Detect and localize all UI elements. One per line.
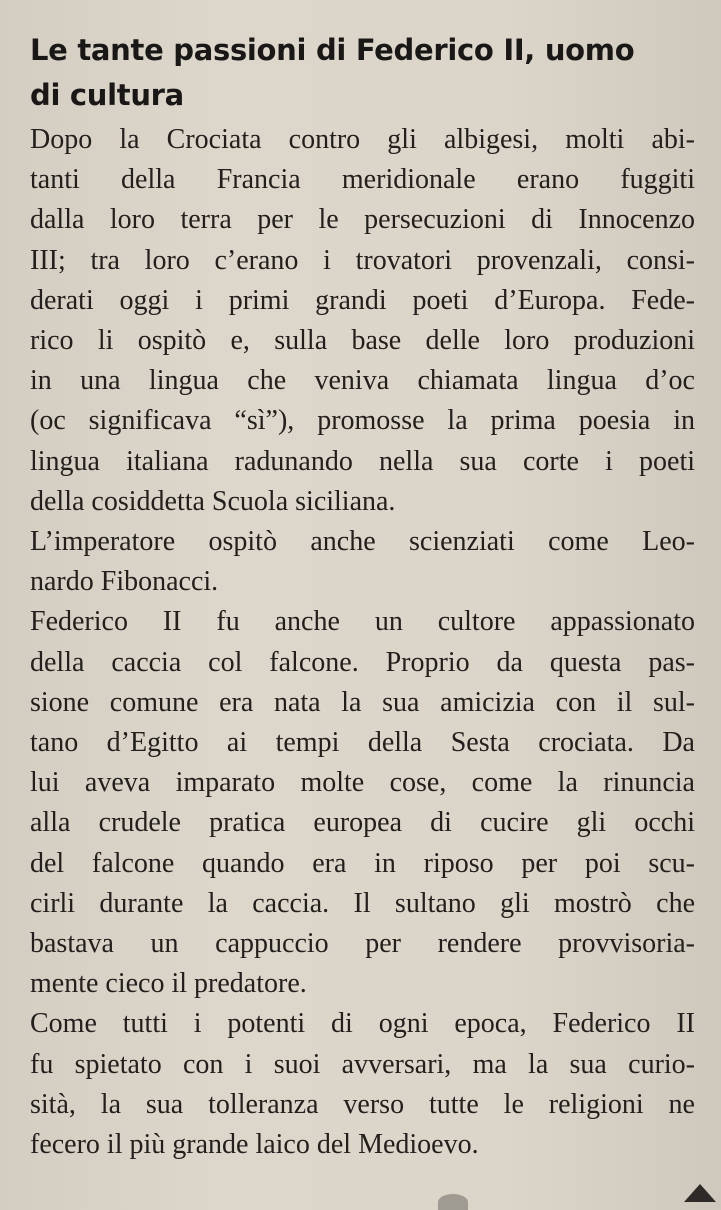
paragraph-4 [30,1004,695,1165]
text-line: tano d’Egitto ai tempi della Sesta crociata. Da [30,727,695,759]
text-line: dalla loro terra per le persecuzioni di Innocenzo [30,204,695,236]
page-edge-smudge [438,1194,468,1210]
text-line: Dopo la Crociata contro gli albigesi, molti abi- [30,124,695,155]
text-line: in una lingua che veniva chiamata lingua d’oc [30,365,695,397]
paragraph-2 [30,522,695,602]
text-line: Come tutti i potenti di ogni epoca, Federico II [30,1008,695,1040]
text-line: Federico II fu anche un cultore appassionato [30,606,695,638]
text-line: della cosiddetta Scuola siciliana. [30,485,396,517]
triangle-marker-icon [684,1184,716,1202]
text-line: mente cieco il predatore. [30,968,307,1000]
paragraph-1 [30,120,695,522]
text-line: alla crudele pratica europea di cucire gli occhi [30,807,695,839]
section-title [30,28,695,118]
text-line: derati oggi i primi grandi poeti d’Europa. Fede- [30,284,695,316]
text-line: lui aveva imparato molte cose, come la rinuncia [30,767,695,799]
article-body [30,120,695,1165]
title-line-1: Le tante passioni di Federico II, uomo [30,33,635,67]
text-line: lingua italiana radunando nella sua corte i poeti [30,445,695,477]
text-line: L’imperatore ospitò anche scienziati come Leo- [30,526,695,558]
text-line: fecero il più grande laico del Medioevo. [30,1129,479,1161]
text-line: nardo Fibonacci. [30,566,219,598]
text-line: rico li ospitò e, sulla base delle loro produzioni [30,325,695,357]
text-line: bastava un cappuccio per rendere provvisoria- [30,928,695,960]
text-line: della caccia col falcone. Proprio da questa pas- [30,646,695,678]
paragraph-3 [30,602,695,1004]
text-line: sità, la sua tolleranza verso tutte le religioni ne [30,1088,695,1120]
text-line: (oc significava “sì”), promosse la prima poesia in [30,405,695,437]
text-line: III; tra loro c’erano i trovatori provenzali, consi- [30,244,695,276]
title-line-2: di cultura [30,78,184,112]
text-line: del falcone quando era in riposo per poi scu- [30,847,695,879]
text-line: tanti della Francia meridionale erano fuggiti [30,164,695,196]
text-line: fu spietato con i suoi avversari, ma la sua curio- [30,1048,695,1080]
text-line: cirli durante la caccia. Il sultano gli mostrò che [30,887,695,919]
text-line: sione comune era nata la sua amicizia con il sul- [30,686,695,718]
